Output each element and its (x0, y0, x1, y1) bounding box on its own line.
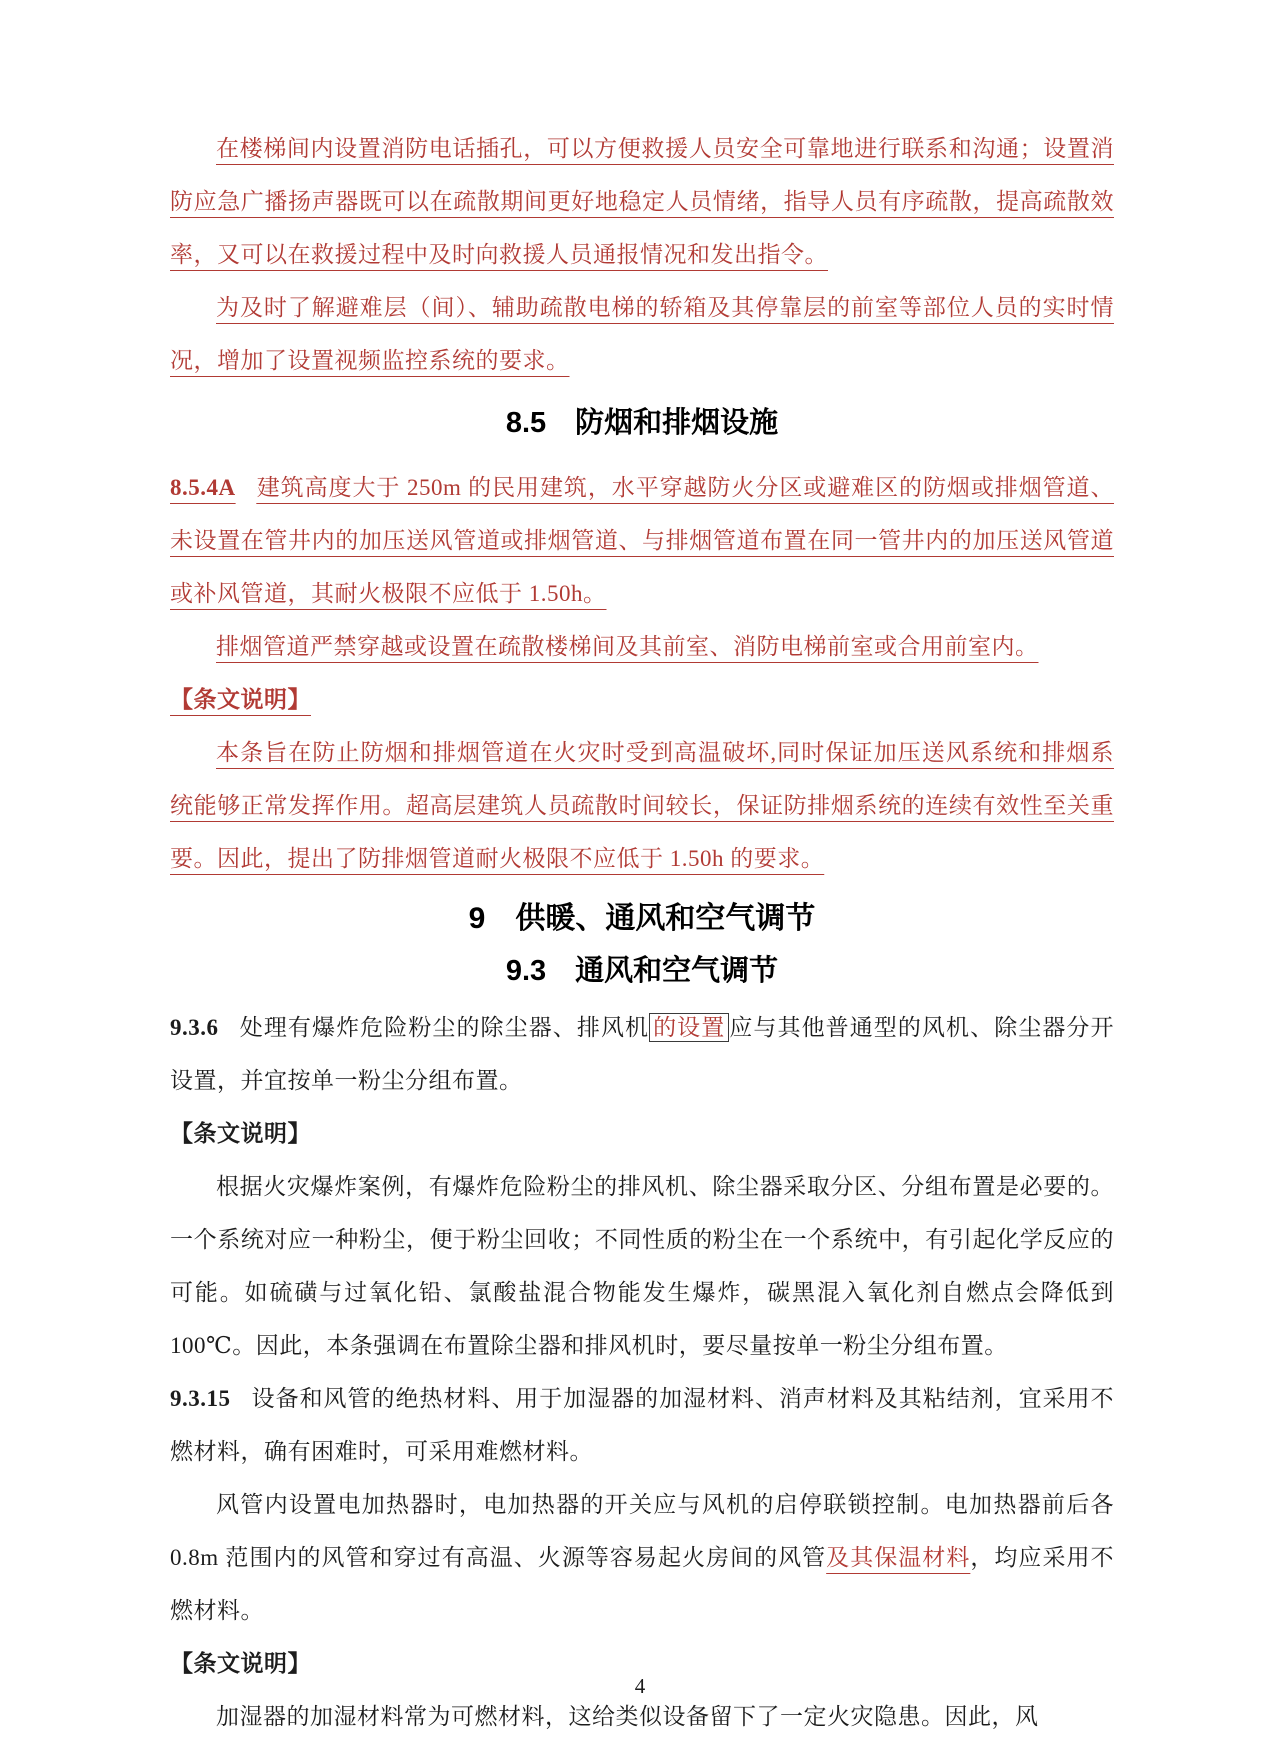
clause-8-5-4A (170, 461, 1114, 620)
explanation-label-8-5: 【条文说明】 (170, 686, 311, 712)
clause-8-5-4A-paragraph-2: 排烟管道严禁穿越或设置在疏散楼梯间及其前室、消防电梯前室或合用前室内。 (216, 634, 1039, 659)
clause-9-3-6-text-after: 应与其他普通型的风机、除尘器分开设置，并宜按单一粉尘分组布置。 (170, 1015, 1114, 1093)
clause-9-3-15-number: 9.3.15 (170, 1386, 231, 1411)
clause-9-3-6-number: 9.3.6 (170, 1015, 219, 1040)
clause-9-3-6-text-before: 处理有爆炸危险粉尘的除尘器、排风机 (239, 1015, 650, 1040)
intro-paragraph-2: 为及时了解避难层（间）、辅助疏散电梯的轿箱及其停靠层的前室等部位人员的实时情况，增加了设置视频监控系统的要求。 (170, 295, 1114, 373)
explanation-label-9-3-6: 【条文说明】 (170, 1120, 311, 1146)
clause-9-3-15-text: 设备和风管的绝热材料、用于加湿器的加湿材料、消声材料及其粘结剂，宜采用不燃材料，确有困难时，可采用难燃材料。 (170, 1386, 1114, 1464)
explanation-text-9-3-6: 根据火灾爆炸案例，有爆炸危险粉尘的排风机、除尘器采取分区、分组布置是必要的。一个系统对应一种粉尘，便于粉尘回收；不同性质的粉尘在一个系统中，有引起化学反应的可能。如硫磺与过氧化铅、氯酸盐混合物能发生爆炸，碳黑混入氧化剂自燃点会降低到 100℃。因此，本条强调在布置除尘器和排风机时，要尽量按单一粉尘分组布置。 (170, 1174, 1114, 1358)
chapter-heading-9: 9 供暖、通风和空气调节 (468, 902, 816, 935)
clause-8-5-4A-text: 建筑高度大于 250m 的民用建筑，水平穿越防火分区或避难区的防烟或排烟管道、未设置在管井内的加压送风管道或排烟管道、与排烟管道布置在同一管井内的加压送风管道或补风管道，其耐火极限不应低于 1.50h。 (170, 475, 1114, 606)
clause-9-3-15-paragraph-2 (170, 1478, 1114, 1637)
section-heading-8-5: 8.5 防烟和排烟设施 (505, 407, 779, 439)
explanation-text-8-5: 本条旨在防止防烟和排烟管道在火灾时受到高温破坏,同时保证加压送风系统和排烟系统能够正常发挥作用。超高层建筑人员疏散时间较长，保证防排烟系统的连续有效性至关重要。因此，提出了防排烟管道耐火极限不应低于 1.50h 的要求。 (170, 740, 1114, 871)
clause-9-3-6 (170, 1001, 1114, 1107)
clause-9-3-6-inserted-text: 的设置 (649, 1013, 729, 1042)
section-heading-9-3: 9.3 通风和空气调节 (505, 955, 779, 987)
explanation-label-9-3-15: 【条文说明】 (170, 1650, 311, 1676)
clause-9-3-15 (170, 1372, 1114, 1478)
explanation-text-9-3-15: 加湿器的加湿材料常为可燃材料，这给类似设备留下了一定火灾隐患。因此，风 (216, 1704, 1039, 1729)
intro-paragraph-1: 在楼梯间内设置消防电话插孔，可以方便救援人员安全可靠地进行联系和沟通；设置消防应急广播扬声器既可以在疏散期间更好地稳定人员情绪，指导人员有序疏散，提高疏散效率，又可以在救援过程中及时向救援人员通报情况和发出指令。 (170, 136, 1114, 267)
clause-9-3-15-p2-before: 风管内设置电加热器时，电加热器的开关应与风机的启停联锁控制。电加热器前后各 0.8m 范围内的风管和穿过有高温、火源等容易起火房间的风管 (170, 1492, 1114, 1570)
clause-9-3-15-p2-after: ，均应采用不燃材料。 (170, 1545, 1115, 1623)
clause-8-5-4A-number: 8.5.4A (170, 475, 236, 500)
clause-9-3-15-inserted-text: 及其保温材料 (826, 1545, 971, 1570)
page-number: 4 (634, 1674, 646, 1698)
